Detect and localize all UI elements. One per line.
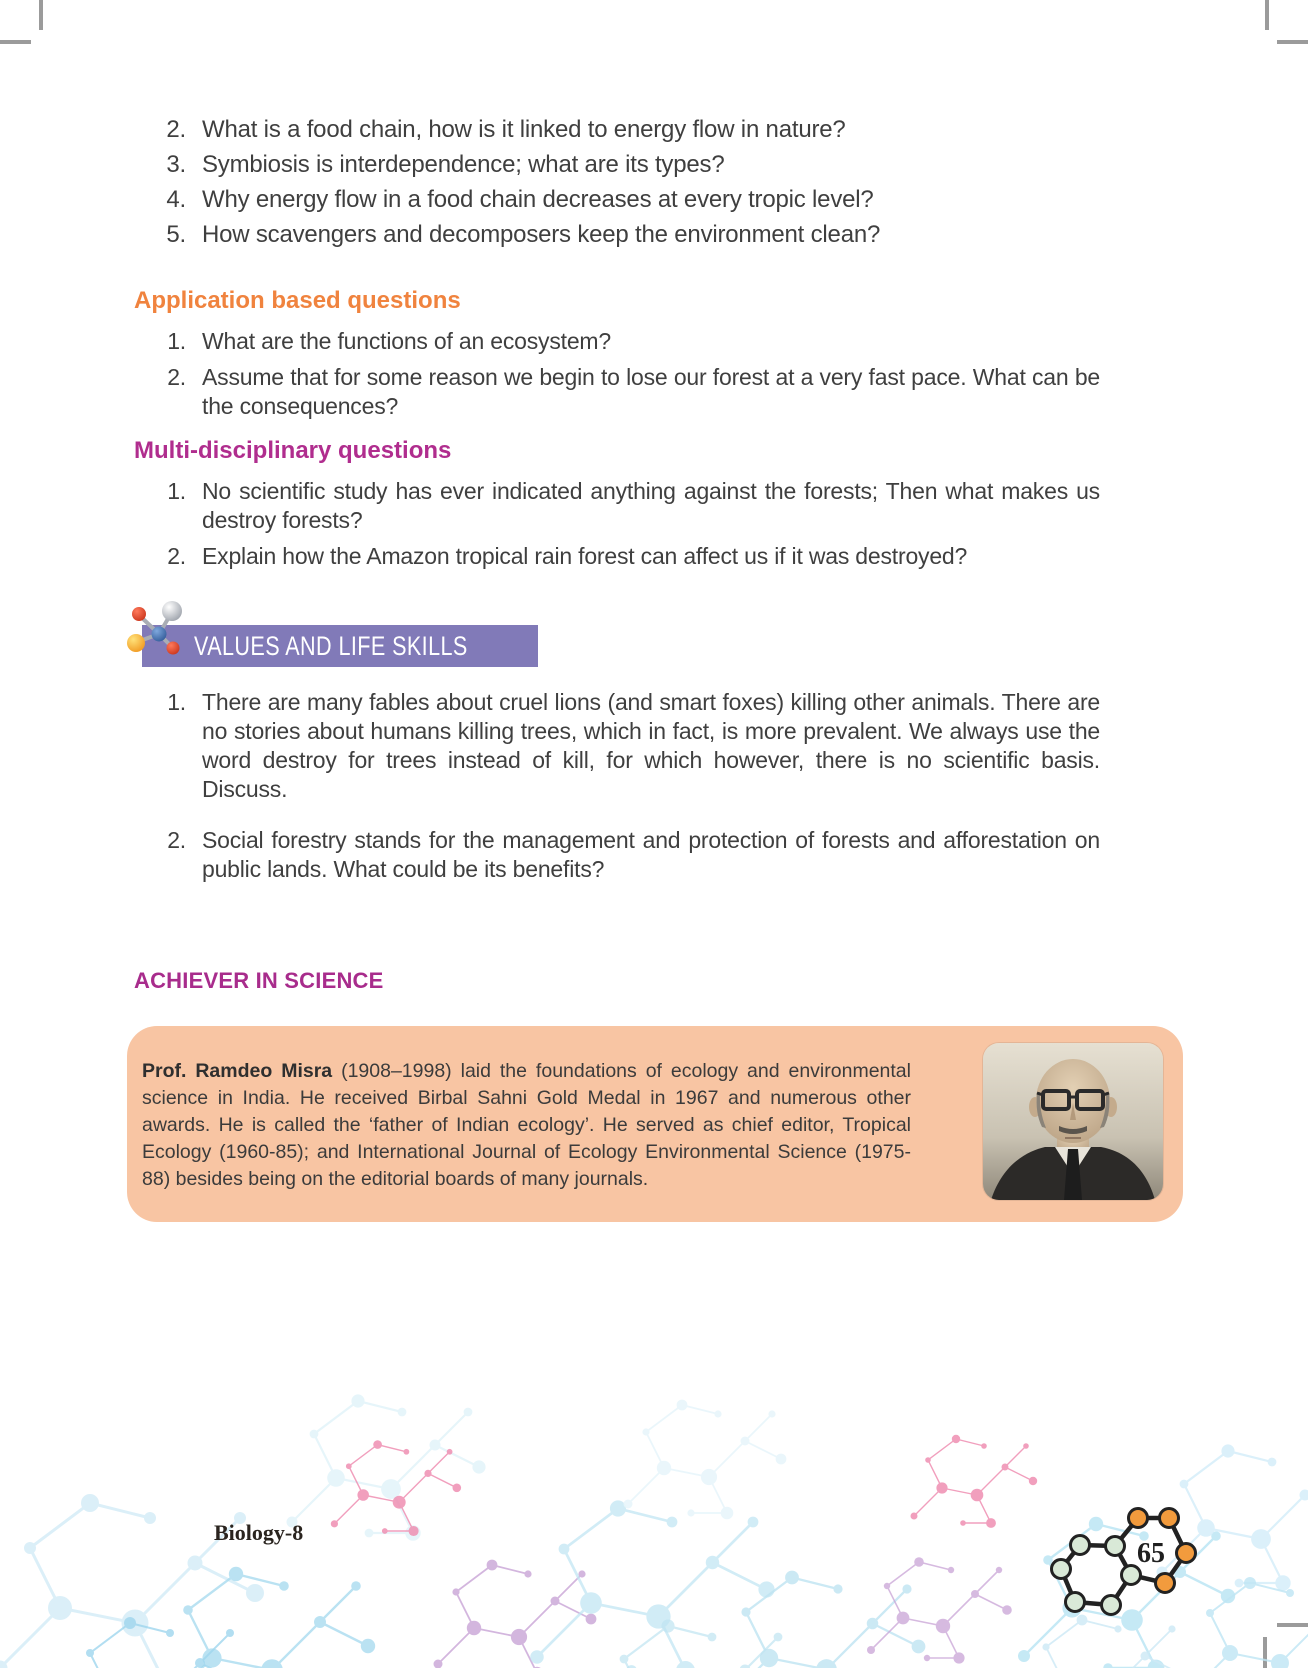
question-text: How scavengers and decomposers keep the environment clean?	[202, 221, 881, 248]
question-text: There are many fables about cruel lions (and smart foxes) killing other animals. There are no stories about humans killing trees, which in fact, is more prevalent. We always use the word destroy for trees instead of kill, for which however, there is no scientific basis. Discuss.	[202, 689, 1100, 802]
achiever-box	[127, 1026, 1183, 1222]
portrait-photo	[983, 1043, 1163, 1200]
question-number: 2.	[167, 827, 186, 853]
values-banner-label: VALUES AND LIFE SKILLS	[194, 631, 468, 661]
question-number: 1.	[167, 328, 186, 354]
question-number: 2.	[167, 364, 186, 390]
trim-mark	[39, 0, 43, 30]
values-questions-list	[134, 688, 1100, 906]
application-questions-list	[134, 327, 1100, 428]
question-item	[134, 826, 1100, 884]
question-text: Social forestry stands for the management and protection of forests and afforestation on public lands. What could be its benefits?	[202, 827, 1100, 882]
portrait-illustration	[983, 1043, 1163, 1200]
question-item	[134, 327, 1100, 356]
question-item	[134, 147, 1100, 182]
question-text: No scientific study has ever indicated anything against the forests; Then what makes us destroy forests?	[202, 478, 1100, 533]
achiever-name: Prof. Ramdeo Misra	[142, 1060, 333, 1082]
question-item	[134, 182, 1100, 217]
review-questions-list	[134, 112, 1100, 252]
question-text: Explain how the Amazon tropical rain forest can affect us if it was destroyed?	[202, 543, 968, 569]
trim-mark	[1265, 0, 1269, 30]
page-number-badge	[1038, 1488, 1208, 1638]
question-text: What are the functions of an ecosystem?	[202, 328, 611, 354]
question-text: Symbiosis is interdependence; what are its types?	[202, 151, 725, 178]
molecule-icon	[126, 598, 190, 658]
question-text: Assume that for some reason we begin to lose our forest at a very fast pace. What can be the consequences?	[202, 364, 1100, 419]
question-item	[134, 477, 1100, 535]
question-number: 3.	[166, 151, 186, 178]
question-item	[134, 688, 1100, 804]
application-questions-heading: Application based questions	[134, 287, 461, 314]
question-text: What is a food chain, how is it linked to energy flow in nature?	[202, 116, 846, 143]
trim-mark	[1277, 40, 1308, 44]
question-number: 2.	[167, 543, 186, 569]
book-title: Biology-8	[214, 1520, 304, 1545]
trim-mark	[0, 40, 31, 44]
question-number: 4.	[166, 186, 186, 213]
values-banner	[142, 625, 538, 667]
question-number: 5.	[166, 221, 186, 248]
achiever-heading: ACHIEVER IN SCIENCE	[134, 968, 384, 993]
multidisciplinary-questions-list	[134, 477, 1100, 578]
question-item	[134, 542, 1100, 571]
question-item	[134, 217, 1100, 252]
question-number: 2.	[166, 116, 186, 143]
achiever-text: Prof. Ramdeo Misra (1908–1998) laid the foundations of ecology and environmental science in India. He received Birbal Sahni Gold Medal in 1967 and numerous other awards. He is called the ‘father of Indian ecology’. He served as chief editor, Tropical Ecology (1960-85); and International Journal of Ecology Environmental Science (1975-88) besides being on the editorial boards of many journals.	[142, 1060, 911, 1190]
question-item	[134, 363, 1100, 421]
page-number: 65	[1137, 1538, 1165, 1569]
question-text: Why energy flow in a food chain decreases at every tropic level?	[202, 186, 874, 213]
question-number: 1.	[167, 689, 186, 715]
question-item	[134, 112, 1100, 147]
question-number: 1.	[167, 478, 186, 504]
multidisciplinary-questions-heading: Multi-disciplinary questions	[134, 437, 452, 464]
